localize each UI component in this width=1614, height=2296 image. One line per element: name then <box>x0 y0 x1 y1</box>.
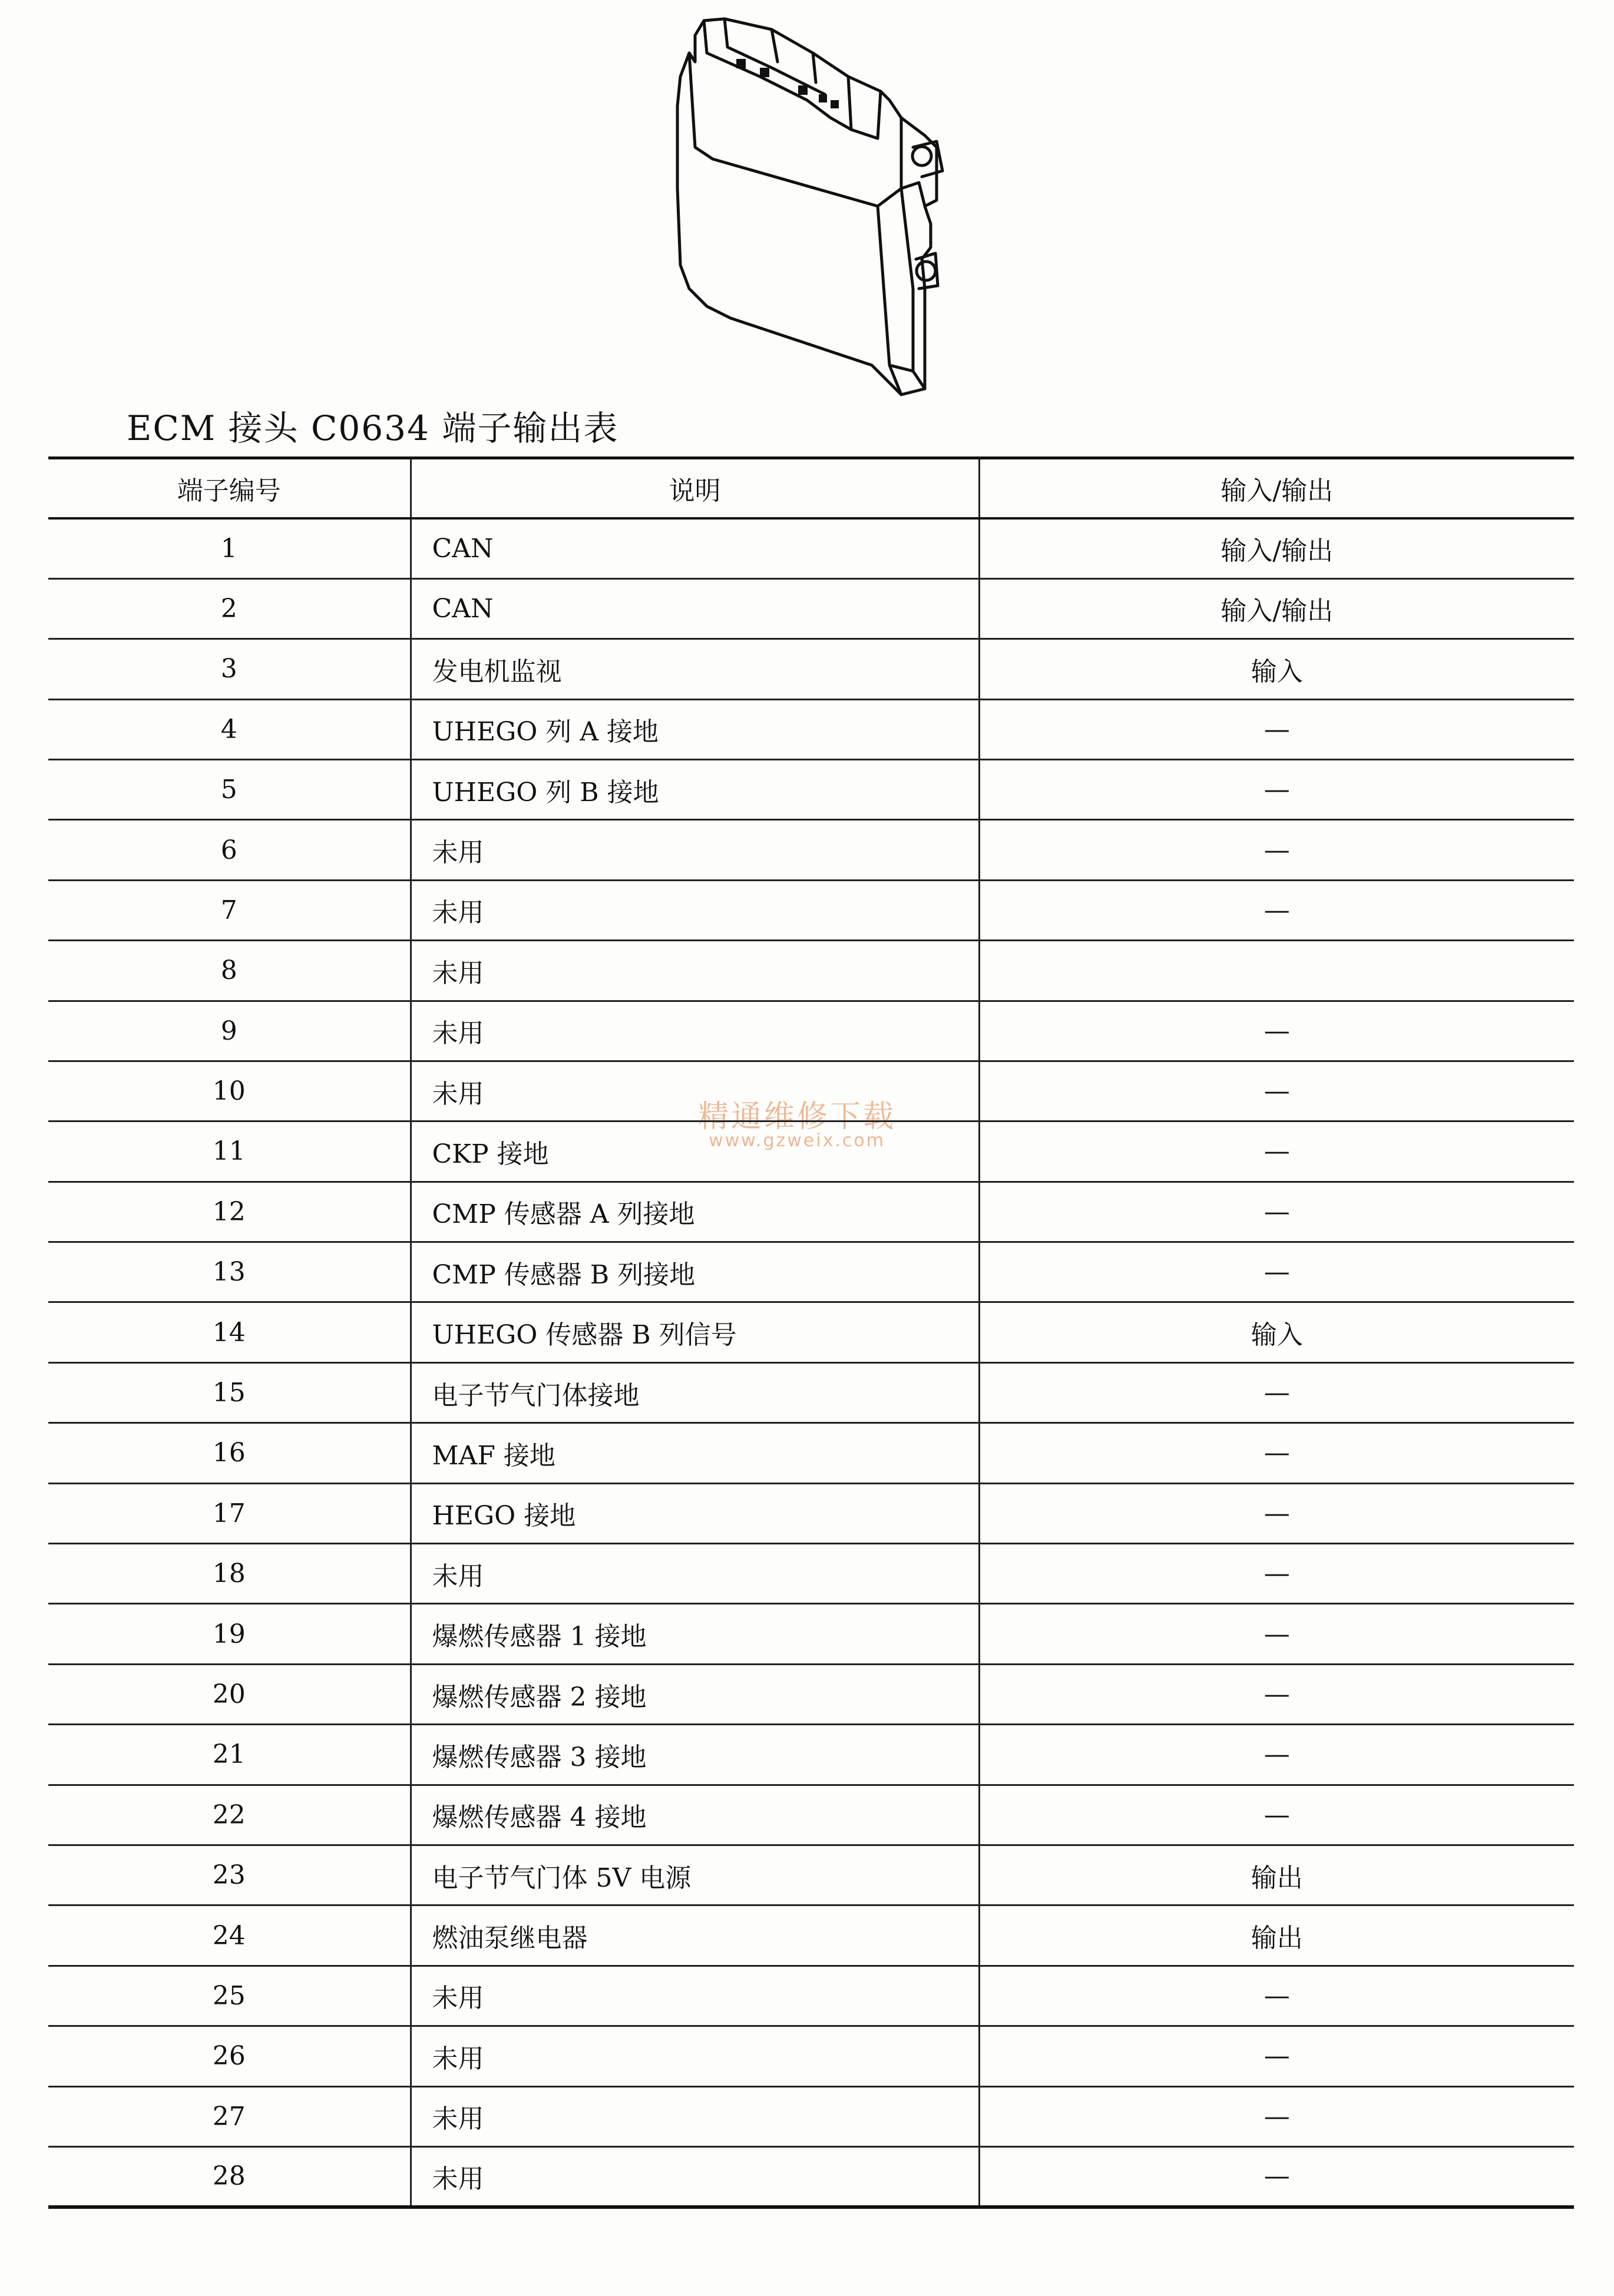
cell-terminal-number: 9 <box>48 1001 411 1061</box>
table-row <box>48 1302 1574 1362</box>
cell-input-output: — <box>979 2086 1574 2146</box>
cell-input-output: — <box>979 1725 1574 1785</box>
cell-description: CAN <box>411 518 979 578</box>
cell-description: UHEGO 列 A 接地 <box>411 699 979 759</box>
cell-terminal-number: 1 <box>48 518 411 578</box>
ecm-unit-icon <box>654 12 972 401</box>
terminal-table <box>48 456 1574 2209</box>
cell-description: 电子节气门体接地 <box>411 1362 979 1422</box>
cell-input-output: — <box>979 1604 1574 1664</box>
cell-description: CMP 传感器 B 列接地 <box>411 1242 979 1302</box>
table-row <box>48 1966 1574 2026</box>
table-row <box>48 2026 1574 2086</box>
cell-input-output: — <box>979 1966 1574 2026</box>
table-row <box>48 1001 1574 1061</box>
table-row <box>48 1845 1574 1905</box>
cell-input-output: — <box>979 699 1574 759</box>
cell-description: 未用 <box>411 2146 979 2206</box>
cell-input-output: 输出 <box>979 1905 1574 1966</box>
cell-input-output: — <box>979 1544 1574 1604</box>
header-terminal-number: 端子编号 <box>48 458 411 518</box>
cell-description: CAN <box>411 578 979 638</box>
table-row <box>48 1725 1574 1785</box>
cell-terminal-number: 19 <box>48 1604 411 1664</box>
cell-input-output: — <box>979 1182 1574 1242</box>
cell-terminal-number: 5 <box>48 759 411 819</box>
cell-description: CKP 接地 <box>411 1121 979 1182</box>
cell-input-output: — <box>979 1483 1574 1543</box>
header-input-output: 输入/输出 <box>979 458 1574 518</box>
cell-description: 发电机监视 <box>411 639 979 699</box>
cell-terminal-number: 12 <box>48 1182 411 1242</box>
cell-terminal-number: 21 <box>48 1725 411 1785</box>
cell-terminal-number: 14 <box>48 1302 411 1362</box>
cell-terminal-number: 15 <box>48 1362 411 1422</box>
cell-description: 未用 <box>411 1544 979 1604</box>
cell-description: 爆燃传感器 4 接地 <box>411 1785 979 1845</box>
cell-description: 爆燃传感器 2 接地 <box>411 1664 979 1724</box>
cell-input-output: 输入/输出 <box>979 578 1574 638</box>
table-row <box>48 1664 1574 1724</box>
cell-terminal-number: 27 <box>48 2086 411 2146</box>
table-row <box>48 1362 1574 1422</box>
cell-input-output: 输入/输出 <box>979 518 1574 578</box>
header-description: 说明 <box>411 458 979 518</box>
table-row <box>48 1182 1574 1242</box>
cell-terminal-number: 16 <box>48 1423 411 1483</box>
cell-input-output: — <box>979 1362 1574 1422</box>
cell-description: 未用 <box>411 1061 979 1121</box>
cell-input-output: — <box>979 1423 1574 1483</box>
cell-description: 未用 <box>411 1001 979 1061</box>
table-row <box>48 1544 1574 1604</box>
cell-terminal-number: 2 <box>48 578 411 638</box>
cell-description: UHEGO 传感器 B 列信号 <box>411 1302 979 1362</box>
table-row <box>48 639 1574 699</box>
cell-terminal-number: 18 <box>48 1544 411 1604</box>
cell-terminal-number: 10 <box>48 1061 411 1121</box>
cell-terminal-number: 24 <box>48 1905 411 1966</box>
cell-description: UHEGO 列 B 接地 <box>411 759 979 819</box>
cell-input-output: — <box>979 1121 1574 1182</box>
table-row <box>48 1483 1574 1543</box>
cell-terminal-number: 23 <box>48 1845 411 1905</box>
table-row <box>48 699 1574 759</box>
cell-description: 未用 <box>411 1966 979 2026</box>
cell-description: 未用 <box>411 880 979 940</box>
cell-input-output: — <box>979 2146 1574 2206</box>
cell-input-output: 输入 <box>979 639 1574 699</box>
cell-description: 爆燃传感器 3 接地 <box>411 1725 979 1785</box>
cell-terminal-number: 25 <box>48 1966 411 2026</box>
cell-terminal-number: 3 <box>48 639 411 699</box>
cell-input-output <box>979 941 1574 1001</box>
table-row <box>48 518 1574 578</box>
cell-terminal-number: 7 <box>48 880 411 940</box>
cell-description: 爆燃传感器 1 接地 <box>411 1604 979 1664</box>
cell-input-output: — <box>979 1785 1574 1845</box>
table-header-row <box>48 458 1574 518</box>
cell-description: 未用 <box>411 2026 979 2086</box>
table-row <box>48 880 1574 940</box>
cell-input-output: — <box>979 759 1574 819</box>
cell-description: MAF 接地 <box>411 1423 979 1483</box>
cell-terminal-number: 17 <box>48 1483 411 1543</box>
cell-description: CMP 传感器 A 列接地 <box>411 1182 979 1242</box>
table-row <box>48 1604 1574 1664</box>
cell-input-output: — <box>979 2026 1574 2086</box>
cell-terminal-number: 8 <box>48 941 411 1001</box>
cell-description: 电子节气门体 5V 电源 <box>411 1845 979 1905</box>
cell-terminal-number: 26 <box>48 2026 411 2086</box>
table-row <box>48 2146 1574 2206</box>
cell-terminal-number: 20 <box>48 1664 411 1724</box>
table-row <box>48 1785 1574 1845</box>
cell-description: 燃油泵继电器 <box>411 1905 979 1966</box>
cell-terminal-number: 13 <box>48 1242 411 1302</box>
table-row <box>48 1121 1574 1182</box>
cell-input-output: — <box>979 1242 1574 1302</box>
table-row <box>48 820 1574 880</box>
cell-description: 未用 <box>411 820 979 880</box>
watermark-line1: 精通维修下载 <box>698 1099 897 1134</box>
cell-input-output: 输出 <box>979 1845 1574 1905</box>
table-row <box>48 759 1574 819</box>
cell-input-output: — <box>979 1664 1574 1724</box>
table-row <box>48 578 1574 638</box>
table-row <box>48 941 1574 1001</box>
table-row <box>48 1905 1574 1966</box>
table-row <box>48 1242 1574 1302</box>
cell-input-output: — <box>979 820 1574 880</box>
table-row <box>48 1061 1574 1121</box>
cell-description: HEGO 接地 <box>411 1483 979 1543</box>
cell-input-output: — <box>979 880 1574 940</box>
cell-description: 未用 <box>411 2086 979 2146</box>
cell-terminal-number: 22 <box>48 1785 411 1845</box>
page-title: ECM 接头 C0634 端子输出表 <box>127 408 619 448</box>
table-row <box>48 1423 1574 1483</box>
cell-terminal-number: 28 <box>48 2146 411 2206</box>
cell-terminal-number: 11 <box>48 1121 411 1182</box>
cell-input-output: 输入 <box>979 1302 1574 1362</box>
cell-input-output: — <box>979 1001 1574 1061</box>
cell-terminal-number: 4 <box>48 699 411 759</box>
cell-input-output: — <box>979 1061 1574 1121</box>
cell-description: 未用 <box>411 941 979 1001</box>
cell-terminal-number: 6 <box>48 820 411 880</box>
watermark-line2: www.gzweix.com <box>709 1130 885 1151</box>
table-row <box>48 2086 1574 2146</box>
